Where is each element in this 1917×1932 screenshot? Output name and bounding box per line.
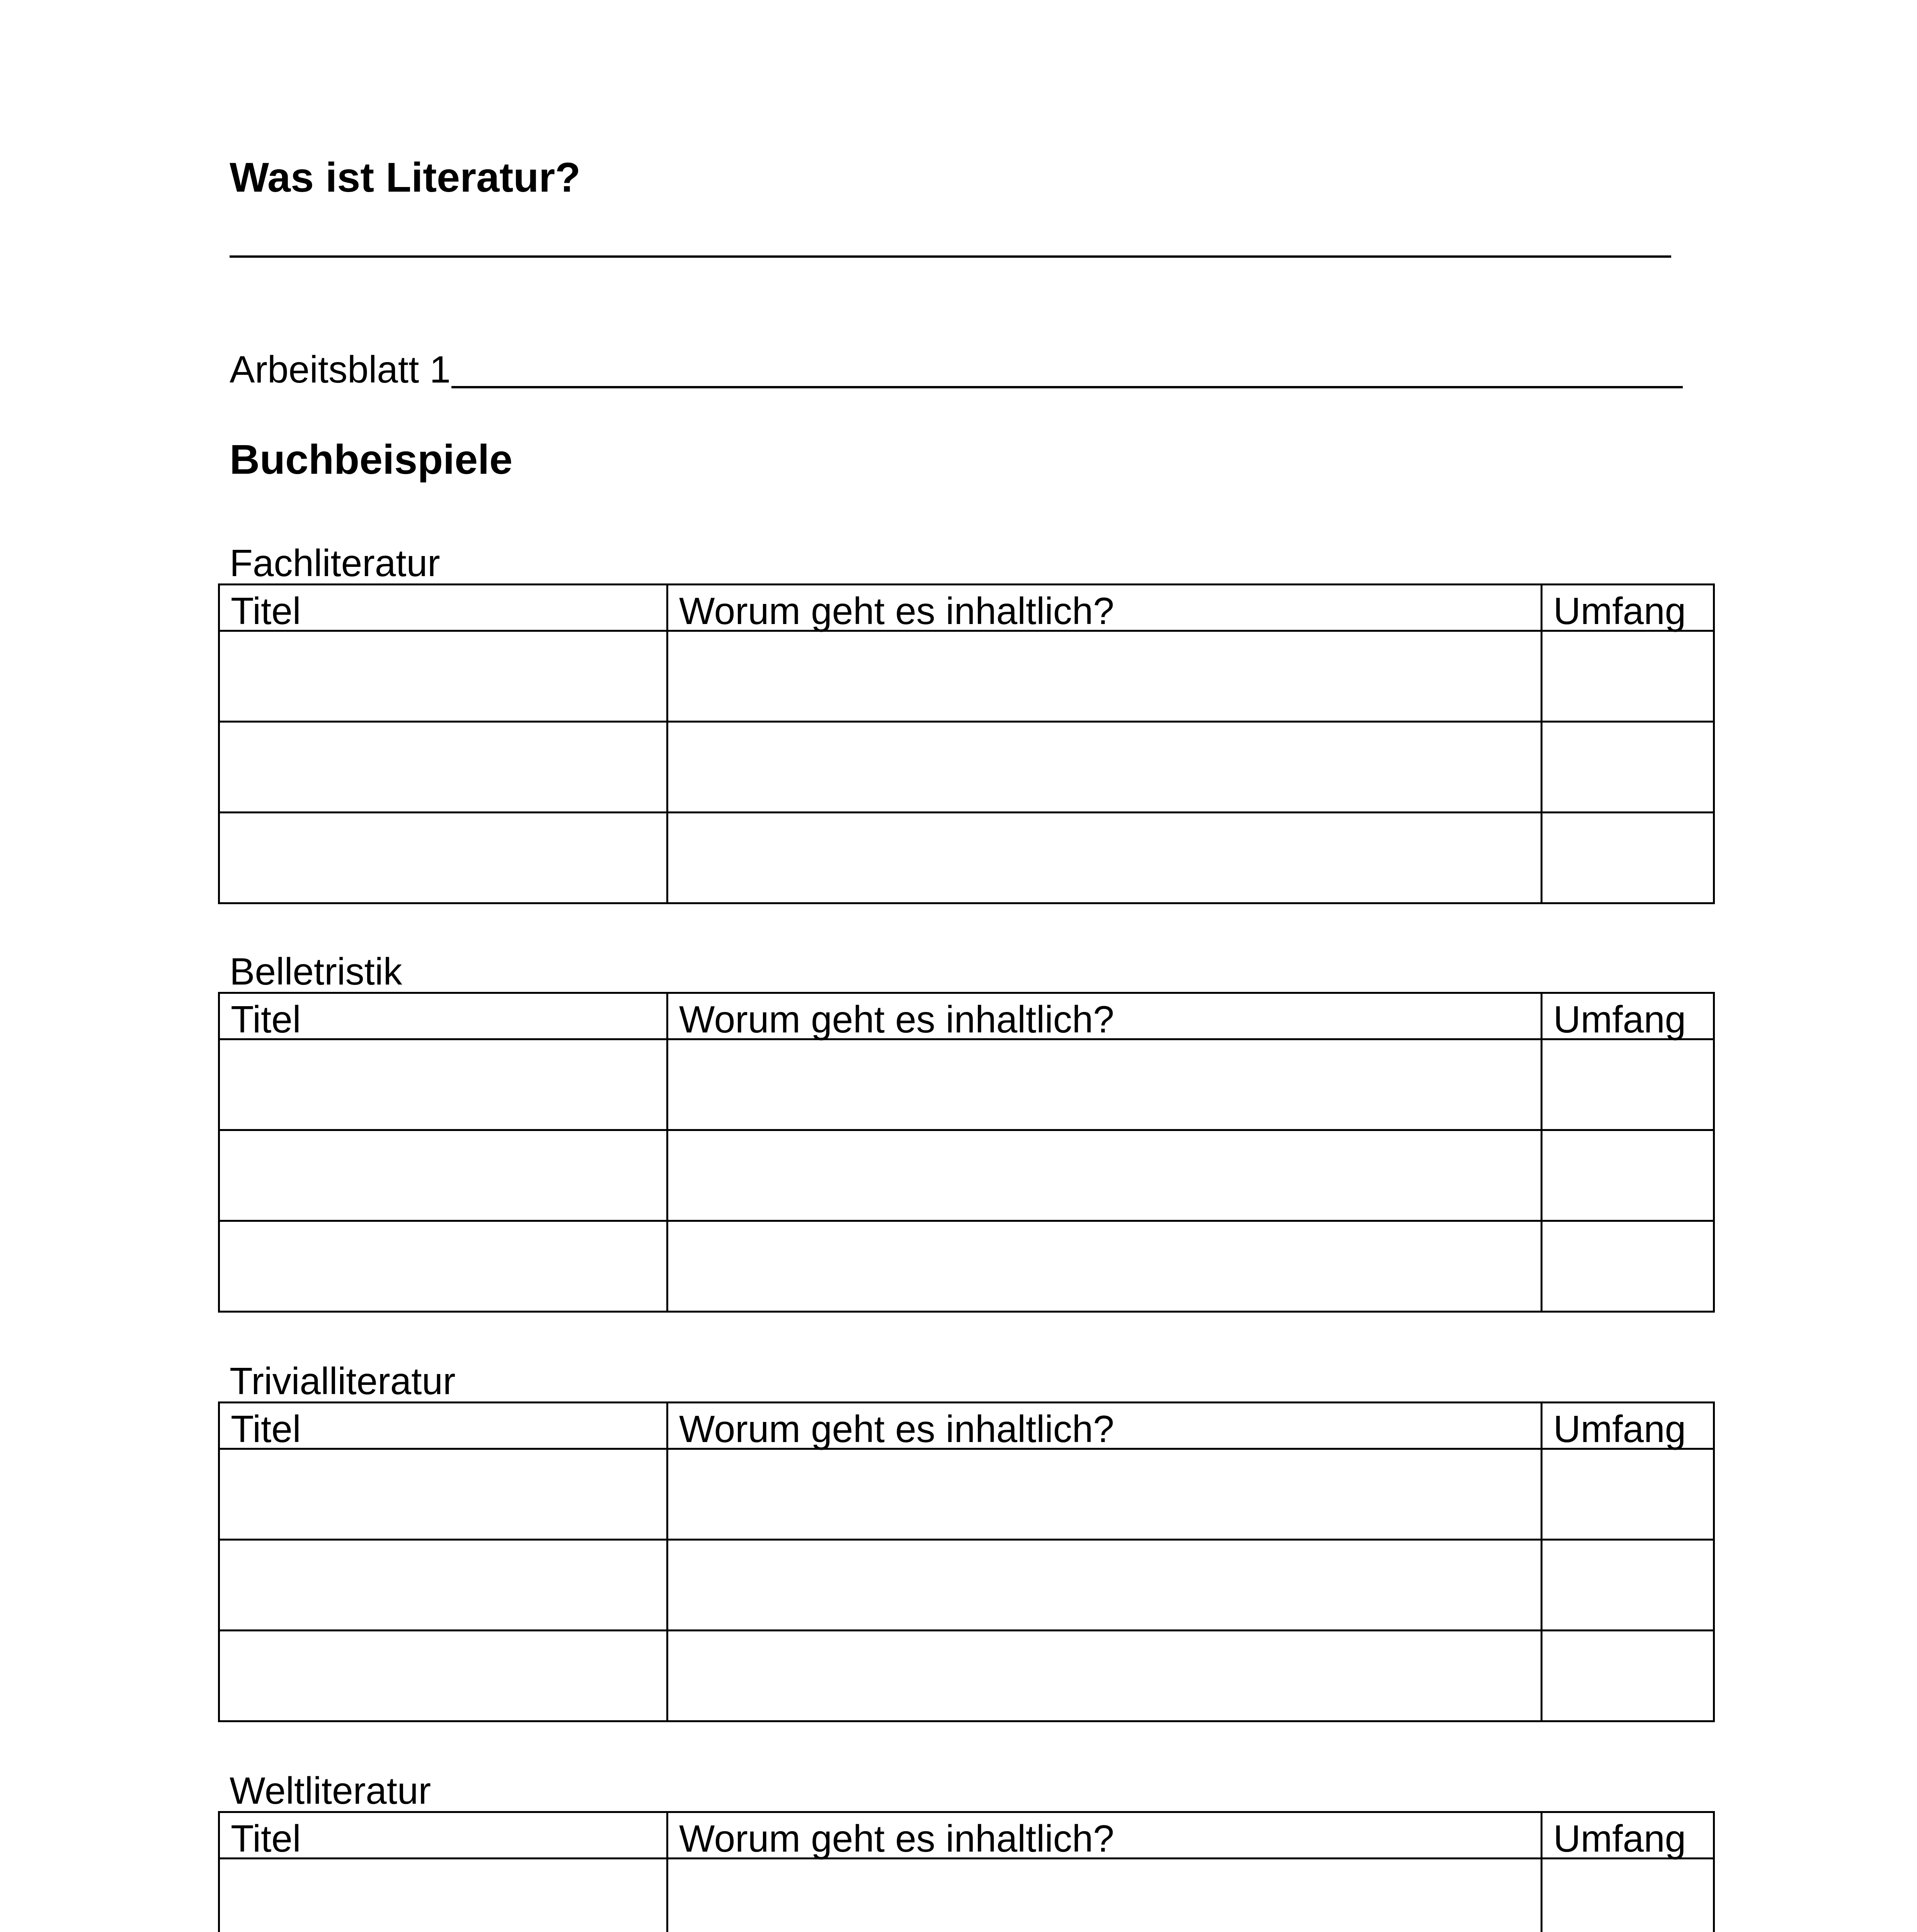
column-header-inhalt: Worum geht es inhaltlich? [667, 1812, 1542, 1859]
column-header-umfang: Umfang [1542, 993, 1714, 1039]
cell-umfang[interactable] [1542, 1221, 1714, 1312]
table-row [219, 1449, 1714, 1540]
table-belletristik [218, 992, 1715, 1313]
cell-umfang[interactable] [1542, 1449, 1714, 1540]
table-row [219, 813, 1714, 903]
table-row [219, 1631, 1714, 1721]
table-header-row [219, 1812, 1714, 1859]
cell-inhalt[interactable] [667, 1631, 1542, 1721]
column-header-umfang: Umfang [1542, 585, 1714, 631]
cell-titel[interactable] [219, 1631, 667, 1721]
cell-umfang[interactable] [1542, 1130, 1714, 1221]
worksheet-name-line[interactable] [451, 350, 1683, 388]
section-label-trivialliteratur: Trivialliteratur [230, 1360, 456, 1402]
cell-inhalt[interactable] [667, 1449, 1542, 1540]
column-header-titel: Titel [219, 993, 667, 1039]
section-label-weltliteratur: Weltliteratur [230, 1769, 431, 1812]
cell-umfang[interactable] [1542, 1540, 1714, 1631]
cell-inhalt[interactable] [667, 631, 1542, 722]
table-row [219, 1540, 1714, 1631]
table-fachliteratur [218, 583, 1715, 904]
cell-inhalt[interactable] [667, 1221, 1542, 1312]
cell-titel[interactable] [219, 1130, 667, 1221]
table-row [219, 1221, 1714, 1312]
table-row [219, 722, 1714, 813]
worksheet-label: Arbeitsblatt 1 [230, 348, 451, 391]
cell-titel[interactable] [219, 631, 667, 722]
column-header-inhalt: Worum geht es inhaltlich? [667, 993, 1542, 1039]
table-row [219, 1130, 1714, 1221]
cell-inhalt[interactable] [667, 1039, 1542, 1130]
table-trivialliteratur [218, 1401, 1715, 1722]
cell-umfang[interactable] [1542, 1631, 1714, 1721]
cell-umfang[interactable] [1542, 1859, 1714, 1932]
cell-titel[interactable] [219, 1859, 667, 1932]
cell-titel[interactable] [219, 722, 667, 813]
cell-inhalt[interactable] [667, 1130, 1542, 1221]
column-header-umfang: Umfang [1542, 1812, 1714, 1859]
section-label-fachliteratur: Fachliteratur [230, 542, 440, 584]
cell-titel[interactable] [219, 1039, 667, 1130]
table-row [219, 1859, 1714, 1932]
cell-titel[interactable] [219, 1540, 667, 1631]
table-row [219, 1039, 1714, 1130]
table-header-row [219, 585, 1714, 631]
cell-titel[interactable] [219, 1221, 667, 1312]
worksheet-row [230, 348, 1683, 391]
table-row [219, 631, 1714, 722]
table-header-row [219, 993, 1714, 1039]
column-header-titel: Titel [219, 1812, 667, 1859]
table-header-row [219, 1403, 1714, 1449]
cell-umfang[interactable] [1542, 1039, 1714, 1130]
page-title: Was ist Literatur? [230, 154, 581, 201]
column-header-titel: Titel [219, 1403, 667, 1449]
cell-inhalt[interactable] [667, 1859, 1542, 1932]
cell-inhalt[interactable] [667, 722, 1542, 813]
column-header-inhalt: Worum geht es inhaltlich? [667, 585, 1542, 631]
column-header-inhalt: Worum geht es inhaltlich? [667, 1403, 1542, 1449]
table-weltliteratur [218, 1811, 1715, 1932]
cell-inhalt[interactable] [667, 1540, 1542, 1631]
cell-umfang[interactable] [1542, 813, 1714, 903]
section-heading: Buchbeispiele [230, 436, 513, 483]
cell-umfang[interactable] [1542, 722, 1714, 813]
cell-inhalt[interactable] [667, 813, 1542, 903]
cell-titel[interactable] [219, 1449, 667, 1540]
title-underline [230, 255, 1671, 258]
cell-umfang[interactable] [1542, 631, 1714, 722]
cell-titel[interactable] [219, 813, 667, 903]
column-header-titel: Titel [219, 585, 667, 631]
section-label-belletristik: Belletristik [230, 950, 402, 993]
column-header-umfang: Umfang [1542, 1403, 1714, 1449]
